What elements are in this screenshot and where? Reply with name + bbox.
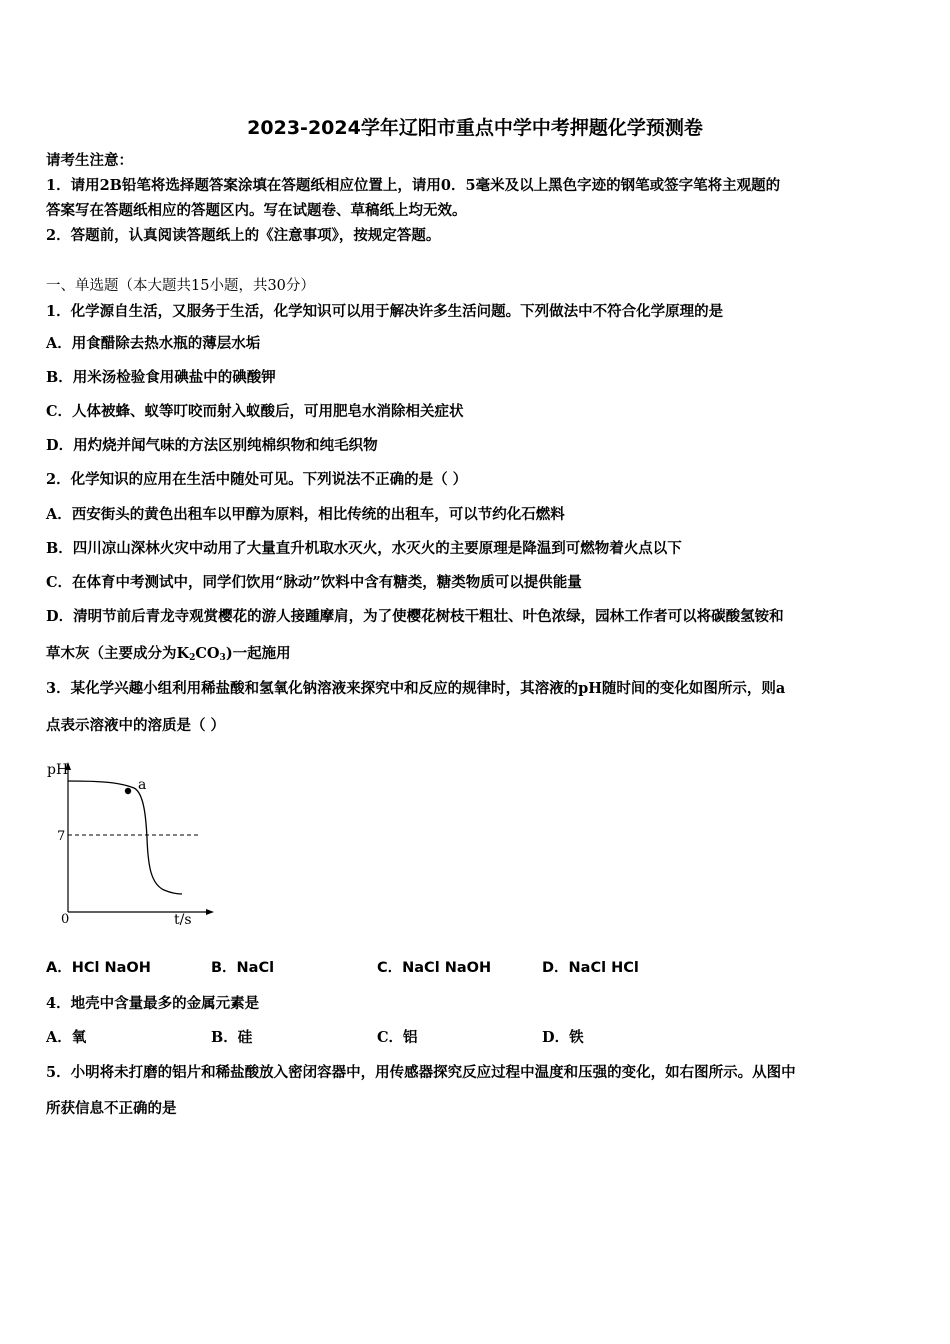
ph-time-graph xyxy=(44,758,219,928)
question-1-option-c: C．人体被蜂、蚁等叮咬而射入蚁酸后，可用肥皂水消除相关症状 xyxy=(46,403,464,420)
question-2-option-d: D．清明节前后青龙寺观赏樱花的游人接踵摩肩，为了使樱花树枝干粗壮、叶色浓绿，园林工作者可以将碳酸氢铵和 xyxy=(46,608,784,625)
notice-item-2: 2．答题前，认真阅读答题纸上的《注意事项》，按规定答题。 xyxy=(46,227,441,244)
y-axis-label: pH xyxy=(47,762,69,778)
question-3-option-d: D．NaCl HCl xyxy=(542,960,639,976)
x-axis-label: t/s xyxy=(174,912,192,928)
question-4-option-c: C．铝 xyxy=(377,1029,418,1046)
question-5-stem: 5．小明将未打磨的铝片和稀盐酸放入密闭容器中，用传感器探究反应过程中温度和压强的变化，如右图所示。从图中 xyxy=(46,1064,796,1081)
question-4-option-b: B．硅 xyxy=(211,1029,253,1046)
question-1-stem: 1．化学源自生活，又服务于生活，化学知识可以用于解决许多生活问题。下列做法中不符合化学原理的是 xyxy=(46,303,724,320)
x-axis-arrow xyxy=(206,909,214,915)
page-title: 2023-2024学年辽阳市重点中学中考押题化学预测卷 xyxy=(247,117,703,139)
section-heading: 一、单选题（本大题共15小题，共30分） xyxy=(46,278,315,294)
question-3-option-b: B．NaCl xyxy=(211,960,275,976)
question-2-option-a: A．西安街头的黄色出租车以甲醇为原料，相比传统的出租车，可以节约化石燃料 xyxy=(46,506,565,523)
question-3-stem: 3．某化学兴趣小组利用稀盐酸和氢氧化钠溶液来探究中和反应的规律时，其溶液的pH随时间的变化如图所示，则a xyxy=(46,680,786,697)
question-2-option-d-cont: 草木灰（主要成分为$K_2CO_3$)一起施用 xyxy=(46,645,291,663)
question-1-option-a: A．用食醋除去热水瓶的薄层水垢 xyxy=(46,335,261,352)
ph-7-label: 7 xyxy=(57,829,66,844)
question-2-stem: 2．化学知识的应用在生活中随处可见。下列说法不正确的是（ ） xyxy=(46,471,468,488)
origin-label: 0 xyxy=(61,912,70,927)
point-a xyxy=(125,788,131,794)
notice-heading: 请考生注意： xyxy=(46,152,133,169)
question-4-option-d: D．铁 xyxy=(542,1029,584,1046)
question-3-option-a: A．HCl NaOH xyxy=(46,960,151,976)
question-2-option-c: C．在体育中考测试中，同学们饮用“脉动”饮料中含有糖类，糖类物质可以提供能量 xyxy=(46,574,582,591)
question-2-option-b: B．四川凉山深林火灾中动用了大量直升机取水灭火，水灭火的主要原理是降温到可燃物着火点以下 xyxy=(46,540,682,557)
question-3-stem-cont: 点表示溶液中的溶质是（ ） xyxy=(46,717,226,734)
question-5-stem-cont: 所获信息不正确的是 xyxy=(46,1100,177,1117)
notice-item-1: 1．请用2B铅笔将选择题答案涂填在答题纸相应位置上，请用0．5毫米及以上黑色字迹的钢笔或签字笔将主观题的 xyxy=(46,177,781,194)
question-4-stem: 4．地壳中含量最多的金属元素是 xyxy=(46,995,260,1012)
ph-curve xyxy=(68,781,182,894)
point-a-label: a xyxy=(138,777,147,793)
question-1-option-d: D．用灼烧并闻气味的方法区别纯棉织物和纯毛织物 xyxy=(46,437,378,454)
notice-item-1-cont: 答案写在答题纸相应的答题区内。写在试题卷、草稿纸上均无效。 xyxy=(46,202,467,219)
question-1-option-b: B．用米汤检验食用碘盐中的碘酸钾 xyxy=(46,369,276,386)
question-4-option-a: A．氧 xyxy=(46,1029,87,1046)
question-3-option-c: C．NaCl NaOH xyxy=(377,960,492,976)
